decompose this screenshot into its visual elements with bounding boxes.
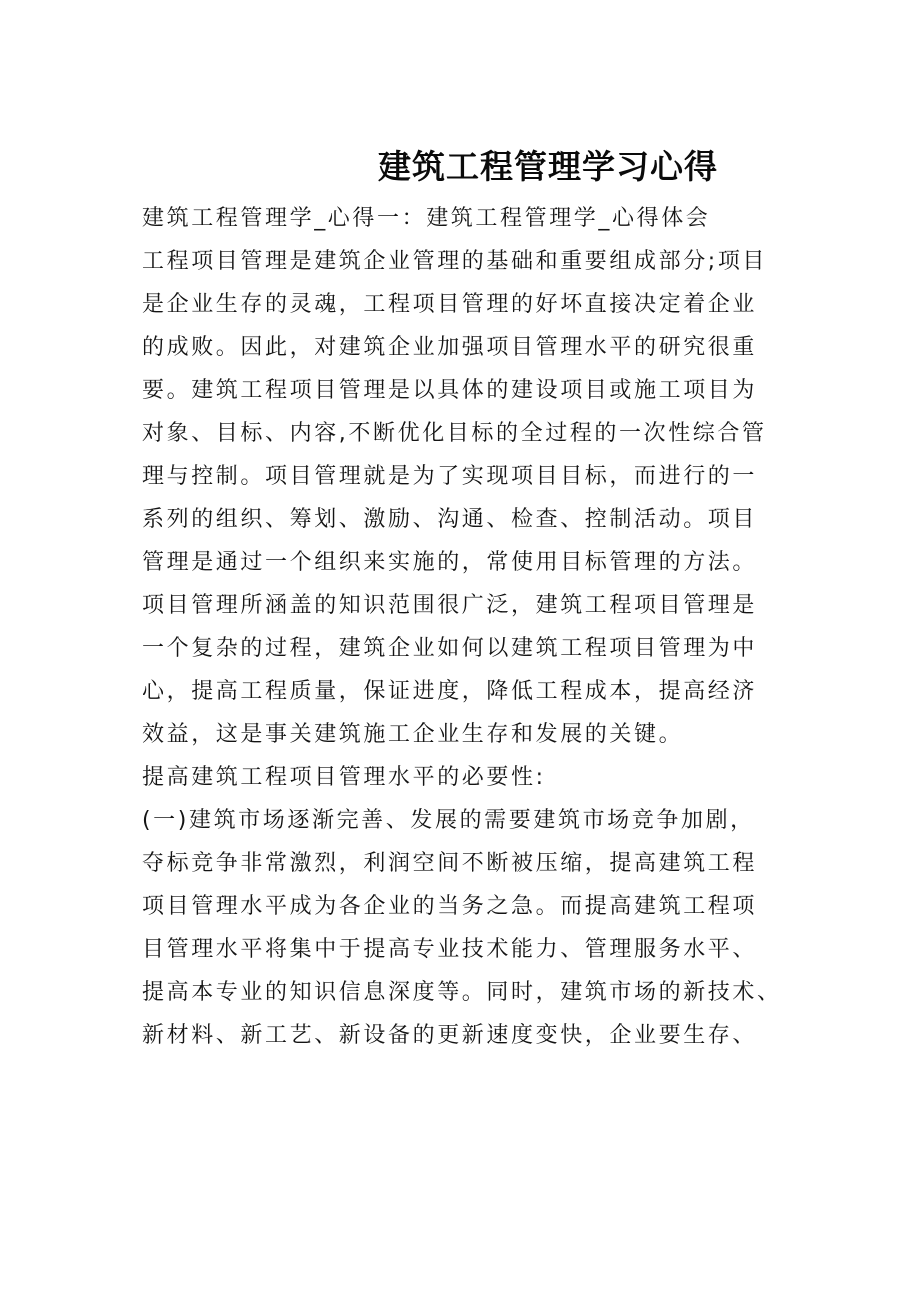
paragraph-line: 夺标竞争非常激烈，利润空间不断被压缩，提高建筑工程 [142,851,758,876]
paragraph-line: 效益，这是事关建筑施工企业生存和发展的关键。 [142,722,684,747]
section-heading-line: 提高建筑工程项目管理水平的必要性: [142,765,546,790]
paragraph-line: 要。建筑工程项目管理是以具体的建设项目或施工项目为 [142,378,758,403]
paragraph-line: 目管理水平将集中于提高专业技术能力、管理服务水平、 [142,937,758,962]
paragraph-line: 是企业生存的灵魂，工程项目管理的好坏直接决定着企业 [142,292,758,317]
paragraph-line: 新材料、新工艺、新设备的更新速度变快，企业要生存、 [142,1023,758,1048]
paragraph-line: 项目管理所涵盖的知识范围很广泛，建筑工程项目管理是 [142,593,758,618]
paragraph-line: 的成败。因此，对建筑企业加强项目管理水平的研究很重 [142,335,758,360]
document-title: 建筑工程管理学习心得 [378,147,718,186]
paragraph-line: 管理是通过一个组织来实施的，常使用目标管理的方法。 [142,550,758,575]
paragraph-line: 一个复杂的过程，建筑企业如何以建筑工程项目管理为中 [142,636,758,661]
paragraph-line: 提高本专业的知识信息深度等。同时，建筑市场的新技术、 [142,980,782,1005]
paragraph-line: (一)建筑市场逐渐完善、发展的需要建筑市场竞争加剧， [142,808,755,833]
paragraph-line: 工程项目管理是建筑企业管理的基础和重要组成部分;项目 [142,249,768,274]
subtitle-line: 建筑工程管理学_心得一：建筑工程管理学_心得体会 [142,206,711,231]
paragraph-line: 项目管理水平成为各企业的当务之急。而提高建筑工程项 [142,894,758,919]
paragraph-line: 系列的组织、筹划、激励、沟通、检查、控制活动。项目 [142,507,758,532]
paragraph-line: 心，提高工程质量，保证进度，降低工程成本，提高经济 [142,679,758,704]
document-body [142,197,782,1057]
paragraph-line: 理与控制。项目管理就是为了实现项目目标，而进行的一 [142,464,758,489]
paragraph-line: 对象、目标、内容,不断优化目标的全过程的一次性综合管 [142,421,767,446]
